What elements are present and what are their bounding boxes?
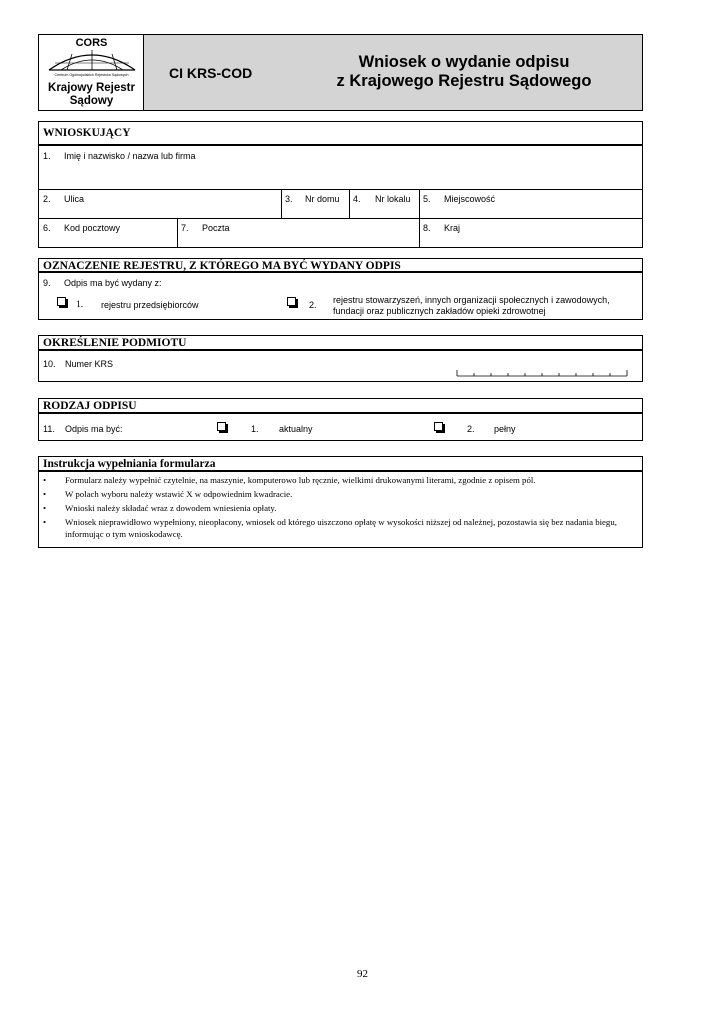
field-number: 9. (43, 278, 51, 288)
field-label: Nr lokalu (375, 194, 411, 204)
bullet: • (43, 475, 47, 485)
street-field[interactable] (39, 189, 281, 218)
section-heading: OZNACZENIE REJESTRU, Z KTÓREGO MA BYĆ WYDANY ODPIS (39, 259, 642, 273)
rejestr-przedsiebiorcow-checkbox[interactable] (57, 297, 66, 306)
option-label: aktualny (279, 424, 313, 434)
field-label: Kraj (444, 223, 461, 233)
krs-number-input[interactable] (456, 369, 628, 377)
field-number: 6. (43, 223, 51, 233)
odpis-pelny-checkbox[interactable] (434, 422, 443, 431)
logo-subtext: Centrum Ogólnopolskich Rejestrów Sądowych (54, 73, 129, 77)
field-label: Miejscowość (444, 194, 496, 204)
section-rodzaj (38, 398, 643, 441)
section-wnioskujacy (38, 121, 643, 248)
post-office-field[interactable] (177, 218, 419, 247)
field-number: 5. (423, 194, 431, 204)
odpis-aktualny-checkbox[interactable] (217, 422, 226, 431)
field-number: 8. (423, 223, 431, 233)
cors-logo (39, 35, 144, 110)
option-number: 1. (251, 424, 259, 434)
section-heading: WNIOSKUJĄCY (39, 122, 642, 146)
country-field[interactable] (419, 218, 642, 247)
globe-logo-icon (47, 48, 137, 72)
bullet: • (43, 503, 47, 513)
instruction-text: Formularz należy wypełnić czytelnie, na maszynie, komputerowo lub ręcznie, wielkimi drukowanymi literami, zgodnie z opisem pól. (65, 475, 536, 485)
form-code: CI KRS-COD (169, 65, 253, 81)
field-number: 4. (353, 194, 361, 204)
field-number: 1. (43, 151, 51, 161)
name-field[interactable] (39, 146, 642, 189)
city-field[interactable] (419, 189, 642, 218)
field-label: Poczta (202, 223, 230, 233)
section-heading: RODZAJ ODPISU (39, 399, 642, 414)
form-title (289, 53, 639, 91)
bullet: • (43, 517, 47, 527)
option-number: 2. (309, 300, 317, 310)
section-heading: OKREŚLENIE PODMIOTU (39, 336, 642, 351)
field-number: 3. (285, 194, 293, 204)
field-number: 2. (43, 194, 51, 204)
field-label: Kod pocztowy (64, 223, 121, 233)
option-label-line-2: fundacji oraz publicznych zakładów opieki zdrowotnej (333, 306, 546, 316)
apartment-number-field[interactable] (349, 189, 419, 218)
option-number: 2. (467, 424, 475, 434)
field-label: Numer KRS (65, 359, 114, 369)
field-label: Ulica (64, 194, 85, 204)
section-podmiot (38, 335, 643, 382)
field-label: Nr domu (305, 194, 340, 204)
section-instrukcja (38, 456, 643, 548)
page-number: 92 (357, 968, 368, 980)
logo-text: CORS (75, 37, 108, 49)
instruction-text: W polach wyboru należy wstawić X w odpowiednim kwadracie. (65, 489, 293, 499)
postal-code-field[interactable] (39, 218, 177, 247)
bullet: • (43, 489, 47, 499)
field-number: 7. (181, 223, 189, 233)
field-label: Imię i nazwisko / nazwa lub firma (64, 151, 196, 161)
form-header (38, 34, 643, 111)
title-line-2: z Krajowego Rejestru Sądowego (336, 72, 592, 90)
field-label: Odpis ma być: (65, 424, 123, 434)
option-number: 1. (76, 300, 84, 310)
option-label: pełny (494, 424, 516, 434)
section-rejestr (38, 258, 643, 320)
title-line-1: Wniosek o wydanie odpisu (358, 53, 570, 71)
logo-name: Krajowy Rejestr Sądowy (48, 82, 135, 107)
field-number: 11. (43, 424, 55, 434)
option-label: rejestru przedsiębiorców (101, 300, 199, 310)
option-label-line-1: rejestru stowarzyszeń, innych organizacji społecznych i zawodowych, (333, 295, 610, 305)
instruction-text: Wnioski należy składać wraz z dowodem wniesienia opłaty. (65, 503, 277, 513)
instruction-text: Wniosek nieprawidłowo wypełniony, nieopłacony, wniosek od którego uiszczono opłatę w wysokości niższej od należnej, pozostawia się bez nadania biegu, informując o tym wnioskodawcę. (65, 517, 617, 539)
house-number-field[interactable] (281, 189, 349, 218)
field-label: Odpis ma być wydany z: (64, 278, 162, 288)
section-heading: Instrukcja wypełniania formularza (39, 457, 642, 472)
field-number: 10. (43, 359, 56, 369)
rejestr-stowarzyszen-checkbox[interactable] (287, 297, 296, 306)
